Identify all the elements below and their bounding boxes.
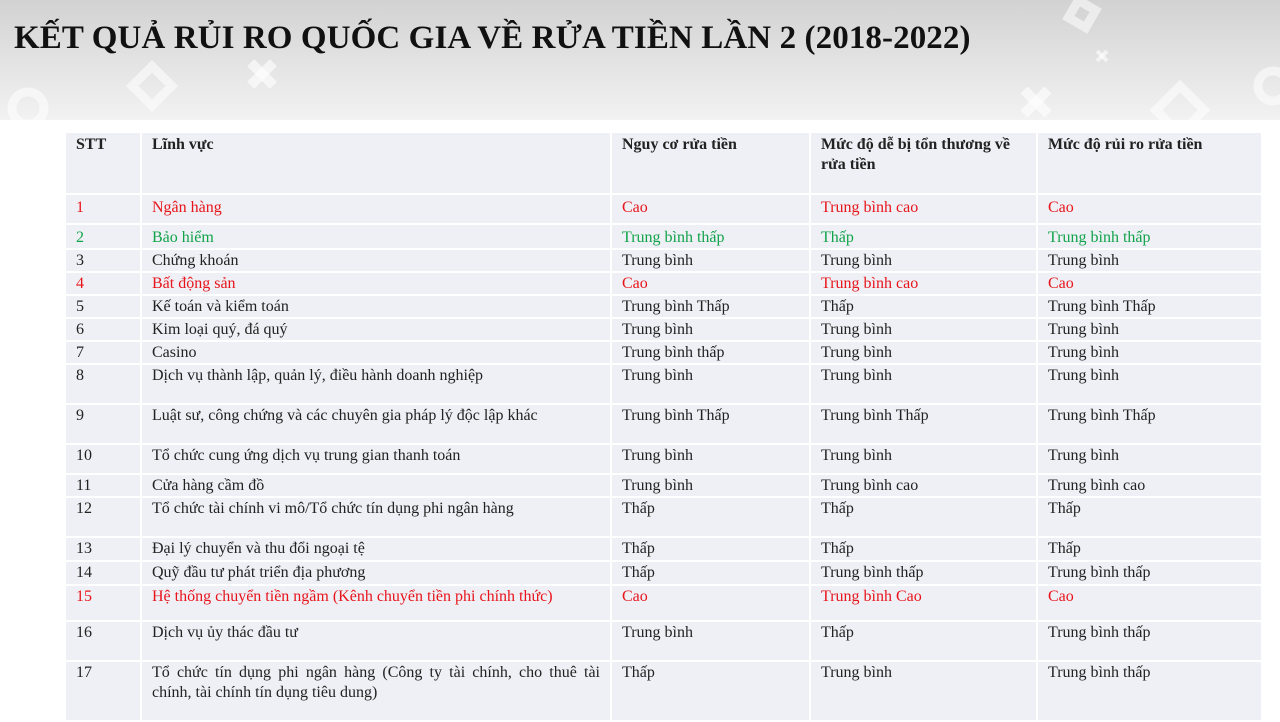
cell-vulnerability: Trung bình cao [810, 474, 1037, 497]
cell-threat: Trung bình [611, 621, 810, 661]
cell-stt: 16 [65, 621, 141, 661]
table-row [65, 404, 1262, 444]
cell-vulnerability: Trung bình cao [810, 272, 1037, 295]
cell-vulnerability: Thấp [810, 224, 1037, 249]
table-row [65, 295, 1262, 318]
cell-threat: Thấp [611, 561, 810, 585]
cell-risk: Trung bình [1037, 249, 1262, 272]
risk-table [64, 131, 1263, 722]
cell-sector: Bảo hiểm [141, 224, 611, 249]
diamond-shape-icon [1156, 86, 1204, 120]
cell-risk: Trung bình [1037, 444, 1262, 474]
cell-vulnerability: Thấp [810, 497, 1037, 537]
cell-stt: 7 [65, 341, 141, 364]
cell-threat: Trung bình [611, 474, 810, 497]
cell-threat: Thấp [611, 497, 810, 537]
cell-risk: Trung bình thấp [1037, 661, 1262, 721]
table-row [65, 474, 1262, 497]
cell-sector: Bất động sản [141, 272, 611, 295]
cell-vulnerability: Trung bình [810, 249, 1037, 272]
table-row [65, 497, 1262, 537]
table-row [65, 561, 1262, 585]
cell-stt: 17 [65, 661, 141, 721]
cell-vulnerability: Thấp [810, 537, 1037, 561]
cell-vulnerability: Trung bình [810, 341, 1037, 364]
circle-shape-icon [1258, 71, 1280, 101]
table-row [65, 224, 1262, 249]
cell-stt: 14 [65, 561, 141, 585]
banner-decoration [0, 0, 1280, 120]
cell-threat: Trung bình [611, 444, 810, 474]
cell-sector: Kế toán và kiểm toán [141, 295, 611, 318]
cell-risk: Trung bình [1037, 341, 1262, 364]
table-row [65, 585, 1262, 621]
cell-risk: Trung bình Thấp [1037, 295, 1262, 318]
cell-vulnerability: Trung bình Cao [810, 585, 1037, 621]
cell-stt: 8 [65, 364, 141, 404]
cell-vulnerability: Trung bình [810, 661, 1037, 721]
cell-stt: 3 [65, 249, 141, 272]
cell-risk: Thấp [1037, 537, 1262, 561]
cell-threat: Cao [611, 585, 810, 621]
cell-risk: Trung bình thấp [1037, 561, 1262, 585]
table-row [65, 537, 1262, 561]
cell-sector: Chứng khoán [141, 249, 611, 272]
cell-stt: 11 [65, 474, 141, 497]
table-row [65, 272, 1262, 295]
cell-risk: Cao [1037, 194, 1262, 224]
cell-risk: Cao [1037, 585, 1262, 621]
cell-vulnerability: Thấp [810, 621, 1037, 661]
cell-threat: Trung bình thấp [611, 341, 810, 364]
table-row [65, 249, 1262, 272]
header-vulnerability: Mức độ dễ bị tổn thương về rửa tiền [810, 132, 1037, 194]
cell-stt: 6 [65, 318, 141, 341]
cell-sector: Dịch vụ thành lập, quản lý, điều hành doanh nghiệp [141, 364, 611, 404]
cell-stt: 15 [65, 585, 141, 621]
cell-threat: Trung bình [611, 318, 810, 341]
table-row [65, 621, 1262, 661]
cell-vulnerability: Thấp [810, 295, 1037, 318]
cell-risk: Trung bình thấp [1037, 621, 1262, 661]
cell-sector: Casino [141, 341, 611, 364]
table-row [65, 444, 1262, 474]
cell-vulnerability: Trung bình Thấp [810, 404, 1037, 444]
cell-stt: 10 [65, 444, 141, 474]
table-header-row [65, 132, 1262, 194]
cell-threat: Cao [611, 194, 810, 224]
cell-sector: Dịch vụ ủy thác đầu tư [141, 621, 611, 661]
cell-risk: Trung bình thấp [1037, 224, 1262, 249]
cell-threat: Trung bình [611, 364, 810, 404]
cell-sector: Đại lý chuyển và thu đổi ngoại tệ [141, 537, 611, 561]
cell-threat: Trung bình Thấp [611, 404, 810, 444]
cell-threat: Trung bình Thấp [611, 295, 810, 318]
table-row [65, 661, 1262, 721]
cell-stt: 4 [65, 272, 141, 295]
cell-threat: Cao [611, 272, 810, 295]
cell-risk: Trung bình [1037, 318, 1262, 341]
cell-threat: Thấp [611, 661, 810, 721]
cell-vulnerability: Trung bình [810, 444, 1037, 474]
cell-stt: 1 [65, 194, 141, 224]
cross-shape-icon [239, 51, 284, 96]
table-row [65, 341, 1262, 364]
circle-shape-icon [12, 92, 44, 120]
cell-stt: 9 [65, 404, 141, 444]
header-risk: Mức độ rủi ro rửa tiền [1037, 132, 1262, 194]
cell-sector: Tổ chức tài chính vi mô/Tổ chức tín dụng phi ngân hàng [141, 497, 611, 537]
cell-risk: Thấp [1037, 497, 1262, 537]
cross-shape-icon [1012, 78, 1060, 120]
cell-vulnerability: Trung bình thấp [810, 561, 1037, 585]
cell-threat: Thấp [611, 537, 810, 561]
cell-threat: Trung bình thấp [611, 224, 810, 249]
cell-sector: Tổ chức cung ứng dịch vụ trung gian thanh toán [141, 444, 611, 474]
cell-sector: Kim loại quý, đá quý [141, 318, 611, 341]
cell-sector: Quỹ đầu tư phát triển địa phương [141, 561, 611, 585]
cell-vulnerability: Trung bình cao [810, 194, 1037, 224]
cell-stt: 13 [65, 537, 141, 561]
cell-sector: Ngân hàng [141, 194, 611, 224]
cell-stt: 5 [65, 295, 141, 318]
title-banner [0, 0, 1280, 120]
table-row [65, 318, 1262, 341]
header-stt: STT [65, 132, 141, 194]
cell-risk: Trung bình Thấp [1037, 404, 1262, 444]
diamond-shape-icon [132, 66, 172, 106]
cell-vulnerability: Trung bình [810, 318, 1037, 341]
cell-vulnerability: Trung bình [810, 364, 1037, 404]
cell-risk: Cao [1037, 272, 1262, 295]
cross-shape-icon [1092, 46, 1112, 66]
header-sector: Lĩnh vực [141, 132, 611, 194]
cell-stt: 12 [65, 497, 141, 537]
cell-sector: Hệ thống chuyển tiền ngầm (Kênh chuyển tiền phi chính thức) [141, 585, 611, 621]
cell-threat: Trung bình [611, 249, 810, 272]
cell-risk: Trung bình cao [1037, 474, 1262, 497]
table-row [65, 364, 1262, 404]
cell-risk: Trung bình [1037, 364, 1262, 404]
square-shape-icon [1068, 0, 1095, 27]
cell-sector: Cửa hàng cầm đồ [141, 474, 611, 497]
page-title: KẾT QUẢ RỦI RO QUỐC GIA VỀ RỬA TIỀN LẦN 2 (2018-2022) [14, 20, 971, 56]
cell-sector: Luật sư, công chứng và các chuyên gia pháp lý độc lập khác [141, 404, 611, 444]
cell-sector: Tổ chức tín dụng phi ngân hàng (Công ty tài chính, cho thuê tài chính, tài chính tín dụng tiêu dung) [141, 661, 611, 721]
header-threat: Nguy cơ rửa tiền [611, 132, 810, 194]
table-row [65, 194, 1262, 224]
cell-stt: 2 [65, 224, 141, 249]
